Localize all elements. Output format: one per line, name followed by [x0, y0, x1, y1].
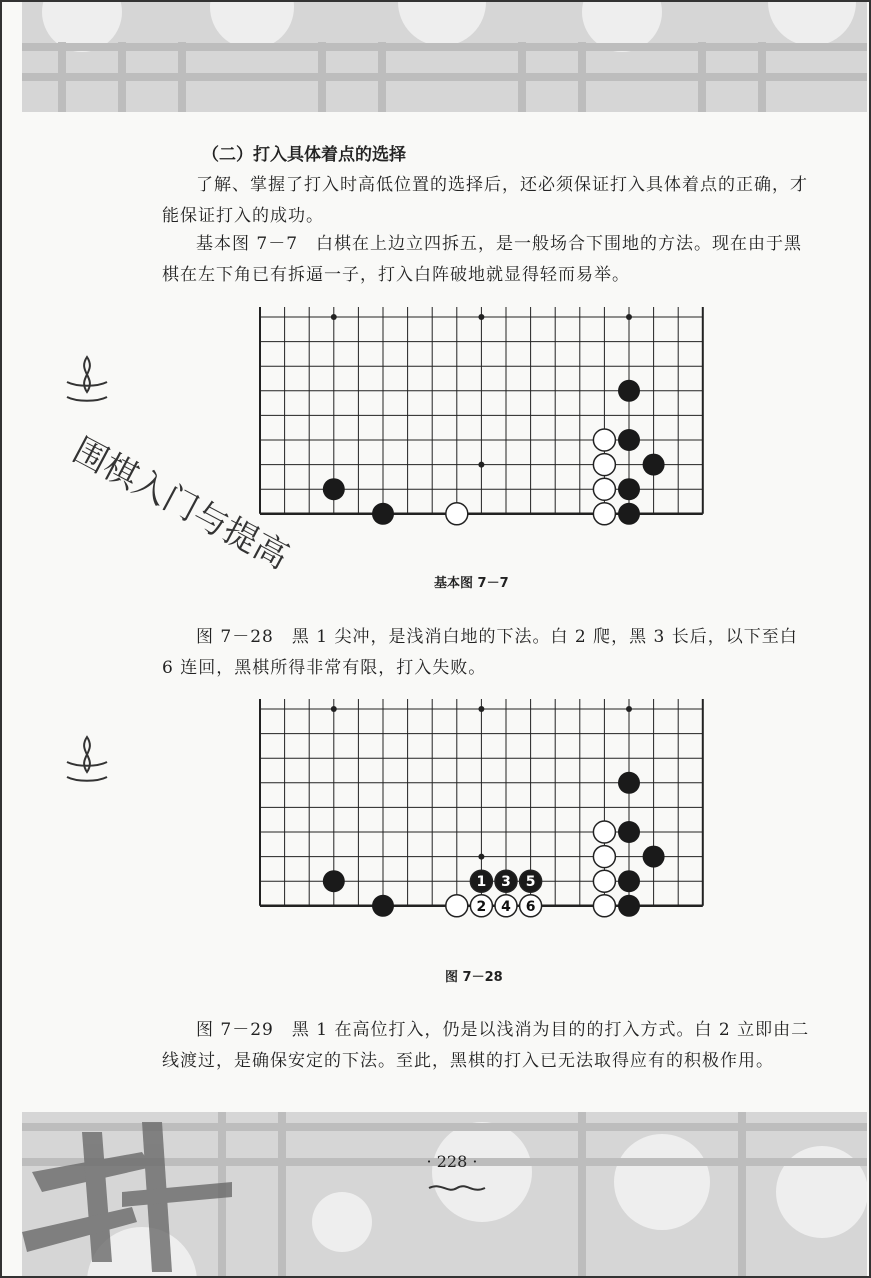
paragraph-1: 了解、掌握了打入时高低位置的选择后，还必须保证打入具体着点的正确，才能保证打入的成功。 — [162, 175, 808, 226]
flourish-icon — [427, 1180, 487, 1196]
black-stone — [643, 846, 665, 868]
stone-number: 1 — [476, 874, 487, 891]
white-stone — [593, 503, 615, 525]
white-stone — [593, 429, 615, 451]
paragraph-2: 基本图 7－7 白棋在上边立四拆五，是一般场合下围地的方法。现在由于黑棋在左下角已有拆逼一子，打入白阵破地就显得轻而易举。 — [162, 234, 803, 285]
star-point — [478, 706, 484, 712]
stone-number: 2 — [476, 898, 487, 915]
star-point — [626, 706, 632, 712]
black-stone — [372, 503, 394, 525]
stone-number: 4 — [501, 898, 511, 915]
black-stone — [618, 380, 640, 402]
black-stone — [618, 821, 640, 843]
star-point — [331, 314, 337, 320]
black-stone — [643, 454, 665, 476]
black-stone — [618, 503, 640, 525]
black-stone — [323, 478, 345, 500]
section-heading: （二）打入具体着点的选择 — [202, 145, 406, 165]
page-number: · 228 · — [426, 1152, 478, 1171]
black-stone — [618, 772, 640, 794]
paragraph-4: 图 7－29 黑 1 在高位打入，仍是以浅消为目的的打入方式。白 2 立即由二线渡过，是确保安定的下法。至此，黑棋的打入已无法取得应有的积极作用。 — [162, 1020, 810, 1071]
ornament-icon — [62, 732, 112, 792]
white-stone — [446, 503, 468, 525]
white-stone — [593, 478, 615, 500]
go-board-diagram-1 — [252, 307, 712, 552]
black-stone — [323, 870, 345, 892]
ornament-icon — [62, 352, 112, 412]
black-stone — [618, 870, 640, 892]
side-title: 围棋入门与提高 — [66, 430, 296, 578]
star-point — [331, 706, 337, 712]
caption-2: 图 7－28 — [445, 970, 503, 985]
white-stone — [593, 454, 615, 476]
go-board-diagram-2 — [252, 699, 712, 944]
stone-number: 5 — [525, 874, 536, 891]
stone-number: 3 — [501, 874, 511, 891]
white-stone — [593, 846, 615, 868]
black-stone — [618, 895, 640, 917]
white-stone — [593, 821, 615, 843]
decorative-top-banner — [22, 2, 867, 112]
side-decoration — [42, 342, 296, 802]
white-stone — [593, 870, 615, 892]
star-point — [478, 462, 484, 468]
black-stone — [372, 895, 394, 917]
paragraph-3: 图 7－28 黑 1 尖冲，是浅消白地的下法。白 2 爬，黑 3 长后，以下至白 6 连回，黑棋所得非常有限，打入失败。 — [162, 627, 798, 678]
white-stone — [446, 895, 468, 917]
star-point — [478, 854, 484, 860]
star-point — [478, 314, 484, 320]
stone-number: 6 — [525, 898, 536, 915]
black-stone — [618, 478, 640, 500]
white-stone — [593, 895, 615, 917]
caption-1: 基本图 7－7 — [434, 576, 509, 591]
star-point — [626, 314, 632, 320]
black-stone — [618, 429, 640, 451]
